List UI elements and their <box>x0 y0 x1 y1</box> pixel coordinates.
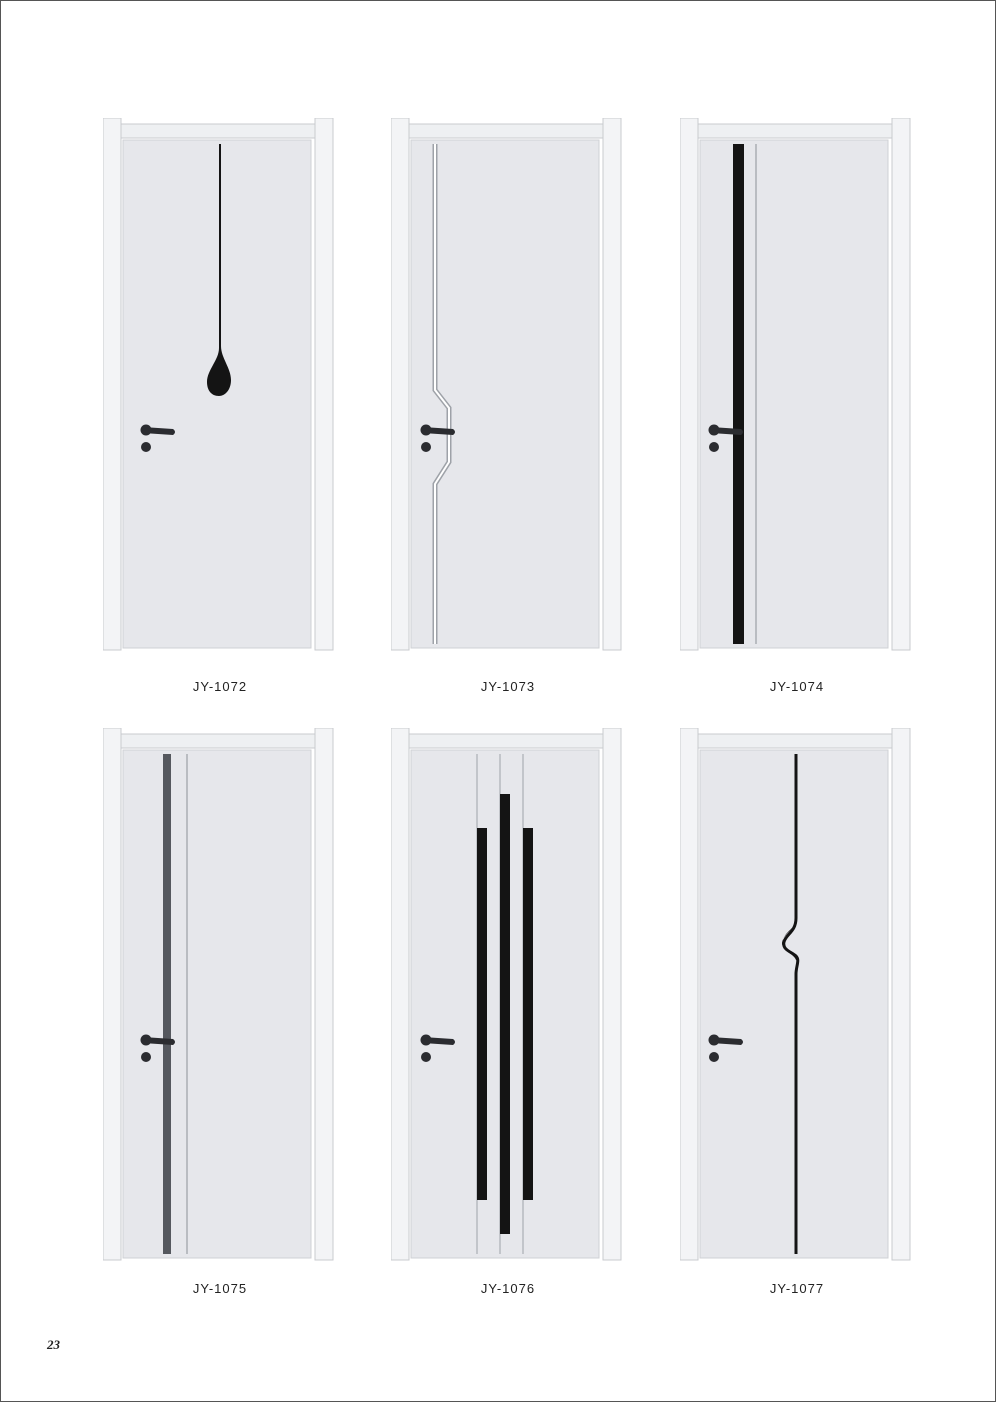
door-jamb-right <box>603 118 621 650</box>
door-jamb-right <box>892 118 910 650</box>
door-illustration <box>103 118 337 718</box>
gray-stripe <box>163 754 171 1254</box>
door-model-label: JY-1077 <box>769 1281 825 1296</box>
door-jamb-left <box>391 728 409 1260</box>
door-model-label: JY-1073 <box>480 679 536 694</box>
door-panel <box>123 750 311 1258</box>
door-card-jy-1075[interactable] <box>103 728 337 1328</box>
black-bar-middle <box>500 794 510 1234</box>
door-card-jy-1072[interactable] <box>103 118 337 718</box>
door-card-jy-1076[interactable] <box>391 728 625 1328</box>
door-header <box>698 124 892 138</box>
door-panel <box>700 140 888 648</box>
door-jamb-right <box>315 728 333 1260</box>
door-jamb-left <box>103 118 121 650</box>
black-stripe <box>733 144 744 644</box>
door-jamb-left <box>680 118 698 650</box>
door-card-jy-1073[interactable] <box>391 118 625 718</box>
door-card-jy-1074[interactable] <box>680 118 914 718</box>
door-model-label: JY-1075 <box>192 1281 248 1296</box>
door-jamb-left <box>391 118 409 650</box>
door-header <box>121 124 315 138</box>
page-number: 23 <box>47 1337 60 1352</box>
door-jamb-right <box>892 728 910 1260</box>
door-illustration <box>680 118 914 718</box>
door-header <box>409 734 603 748</box>
door-model-label: JY-1072 <box>192 679 248 694</box>
door-jamb-right <box>603 728 621 1260</box>
door-illustration <box>391 728 625 1328</box>
door-card-jy-1077[interactable] <box>680 728 914 1328</box>
door-jamb-left <box>680 728 698 1260</box>
door-jamb-left <box>103 728 121 1260</box>
black-bar-right <box>523 828 533 1200</box>
door-illustration <box>680 728 914 1328</box>
door-header <box>698 734 892 748</box>
door-illustration <box>103 728 337 1328</box>
door-illustration <box>391 118 625 718</box>
door-header <box>121 734 315 748</box>
door-model-label: JY-1074 <box>769 679 825 694</box>
door-header <box>409 124 603 138</box>
door-panel <box>700 750 888 1258</box>
black-bar-left <box>477 828 487 1200</box>
door-model-label: JY-1076 <box>480 1281 536 1296</box>
door-jamb-right <box>315 118 333 650</box>
